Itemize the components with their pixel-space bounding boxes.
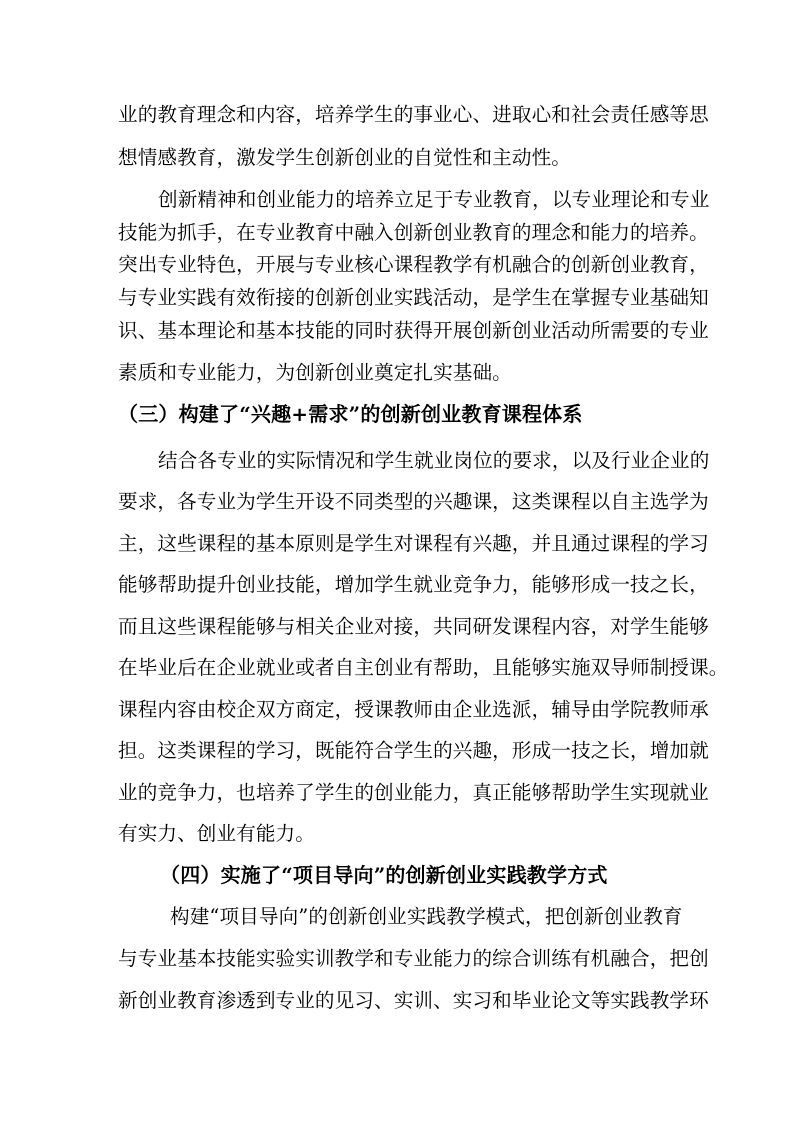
body-line: 有实力、创业有能力。 [118,822,315,845]
body-line: 与专业基本技能实验实训教学和专业能力的综合训练有机融合，把创 [118,947,709,970]
section-heading-3: （三）构建了“兴趣+需求”的创新创业教育课程体系 [118,402,583,426]
section-heading-4: （四）实施了“项目导向”的创新创业实践教学方式 [160,863,608,887]
body-line: 技能为抓手，在专业教育中融入创新创业教育的理念和能力的培养。 [118,221,709,244]
body-line: 要求，各专业为学生开设不同类型的兴趣课，这类课程以自主选学为 [118,490,709,513]
body-line: 在毕业后在企业就业或者自主创业有帮助，且能够实施双导师制授课。 [118,656,729,679]
body-line: 与专业实践有效衔接的创新创业实践活动，是学生在掌握专业基础知 [118,286,709,309]
body-line: 课程内容由校企双方商定，授课教师由企业选派，辅导由学院教师承 [118,698,709,721]
body-line: 而且这些课程能够与相关企业对接，共同研发课程内容，对学生能够 [118,615,709,638]
body-line: 业的教育理念和内容，培养学生的事业心、进取心和社会责任感等思 [118,103,709,126]
body-line: 能够帮助提升创业技能，增加学生就业竞争力，能够形成一技之长， [118,573,709,596]
body-line: 突出专业特色，开展与专业核心课程教学有机融合的创新创业教育， [118,253,709,276]
paragraph-first-line: 构建“项目导向”的创新创业实践教学模式，把创新创业教育 [170,905,683,928]
body-line: 想情感教育，激发学生创新创业的自觉性和主动性。 [118,146,571,169]
body-line: 主，这些课程的基本原则是学生对课程有兴趣，并且通过课程的学习 [118,532,709,555]
body-line: 素质和专业能力，为创新创业奠定扎实基础。 [118,361,512,384]
paragraph-first-line: 创新精神和创业能力的培养立足于专业教育，以专业理论和专业 [158,188,710,211]
body-line: 识、基本理论和基本技能的同时获得开展创新创业活动所需要的专业 [118,319,709,342]
body-line: 新创业教育渗透到专业的见习、实训、实习和毕业论文等实践教学环 [118,989,709,1012]
paragraph-first-line: 结合各专业的实际情况和学生就业岗位的要求，以及行业企业的 [158,449,710,472]
body-line: 业的竞争力，也培养了学生的创业能力，真正能够帮助学生实现就业 [118,781,709,804]
body-line: 担。这类课程的学习，既能符合学生的兴趣，形成一技之长，增加就 [118,739,709,762]
